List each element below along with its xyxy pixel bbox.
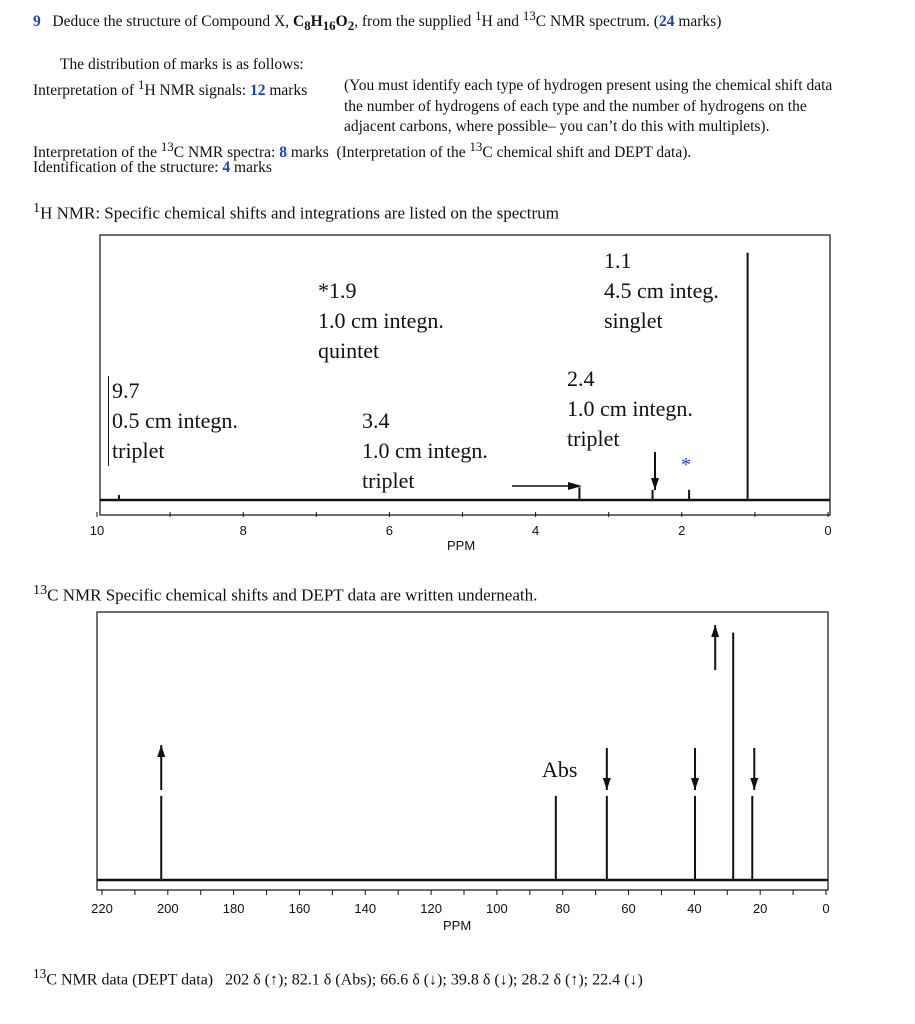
h-tick-label: 0 [824, 523, 832, 538]
label-2-4: 2.4 1.0 cm integn. triplet [567, 366, 693, 451]
abs-label: Abs [542, 757, 578, 782]
question-header: 9 Deduce the structure of Compound X, $C_8H_{16}O_2$, from the supplied $^1$H and $^{13}$C NMR spectrum. (24 marks) [33, 8, 722, 34]
h-note-1: (You must identify each type of hydrogen present using the chemical shift data [344, 77, 833, 94]
h-tick-label: 2 [678, 523, 686, 538]
c-tick-label: 80 [555, 901, 570, 916]
label-1-1: 1.1 4.5 cm integ. singlet [604, 248, 719, 333]
h-xlabel: PPM [447, 538, 476, 553]
arrow-2-4-head [651, 478, 659, 490]
c-tick-label: 0 [822, 901, 830, 916]
dept-down-arrow-head [603, 778, 611, 790]
dept-down-arrow-head [691, 778, 699, 790]
c-nmr-data: $^{13}$C NMR data (DEPT data) 202 δ (↑); 82.1 δ (Abs); 66.6 δ (↓); 39.8 δ (↓); 28.2 δ (↑); 22.4 (↓) [33, 966, 643, 989]
c-tick-label: 120 [420, 901, 442, 916]
c-tick-label: 20 [752, 901, 768, 916]
c-tick-label: 140 [354, 901, 377, 916]
c-tick-label: 100 [486, 901, 508, 916]
label-1-9: *1.9 1.0 cm integn. quintet [318, 278, 444, 363]
h-note-3: adjacent carbons, where possible– you can’t do this with multiplets). [344, 118, 770, 135]
label-3-4: 3.4 1.0 cm integn. triplet [362, 408, 488, 493]
c-nmr-heading: $^{13}$C NMR Specific chemical shifts and DEPT data are written underneath. [33, 582, 538, 605]
c-marks-line: Interpretation of the $^{13}$C NMR spectra: 8 marks (Interpretation of the $^{13}$C chemical shift and DEPT data). [33, 139, 692, 162]
h-marks-line: Interpretation of $^1$H NMR signals: 12 marks [33, 77, 308, 100]
h-note-2: the number of hydrogens of each type and the number of hydrogens on the [344, 98, 807, 115]
dept-up-arrow-head [157, 745, 165, 757]
dept-up-arrow-head [711, 625, 719, 637]
distribution-intro: The distribution of marks is as follows: [60, 56, 304, 73]
c-tick-label: 200 [156, 901, 179, 916]
structure-marks-line: Identification of the structure: 4 marks [33, 159, 272, 176]
c-spectrum-frame [97, 612, 828, 890]
c-xlabel: PPM [443, 918, 472, 933]
c-tick-label: 60 [621, 901, 636, 916]
c-tick-label: 40 [687, 901, 702, 916]
c-tick-label: 180 [222, 901, 245, 916]
h-nmr-heading: $^1$H NMR: Specific chemical shifts and integrations are listed on the spectrum [33, 200, 559, 223]
star-marker: * [681, 454, 691, 476]
h-tick-label: 4 [531, 523, 540, 538]
c-tick-label: 220 [91, 901, 113, 916]
h-tick-label: 8 [239, 523, 247, 538]
dept-down-arrow-head [750, 778, 758, 790]
h-tick-label: 6 [385, 523, 394, 538]
h-tick-label: 10 [89, 523, 105, 538]
label-9-7: 9.7 0.5 cm integn. triplet [108, 376, 238, 466]
c-tick-label: 160 [288, 901, 311, 916]
